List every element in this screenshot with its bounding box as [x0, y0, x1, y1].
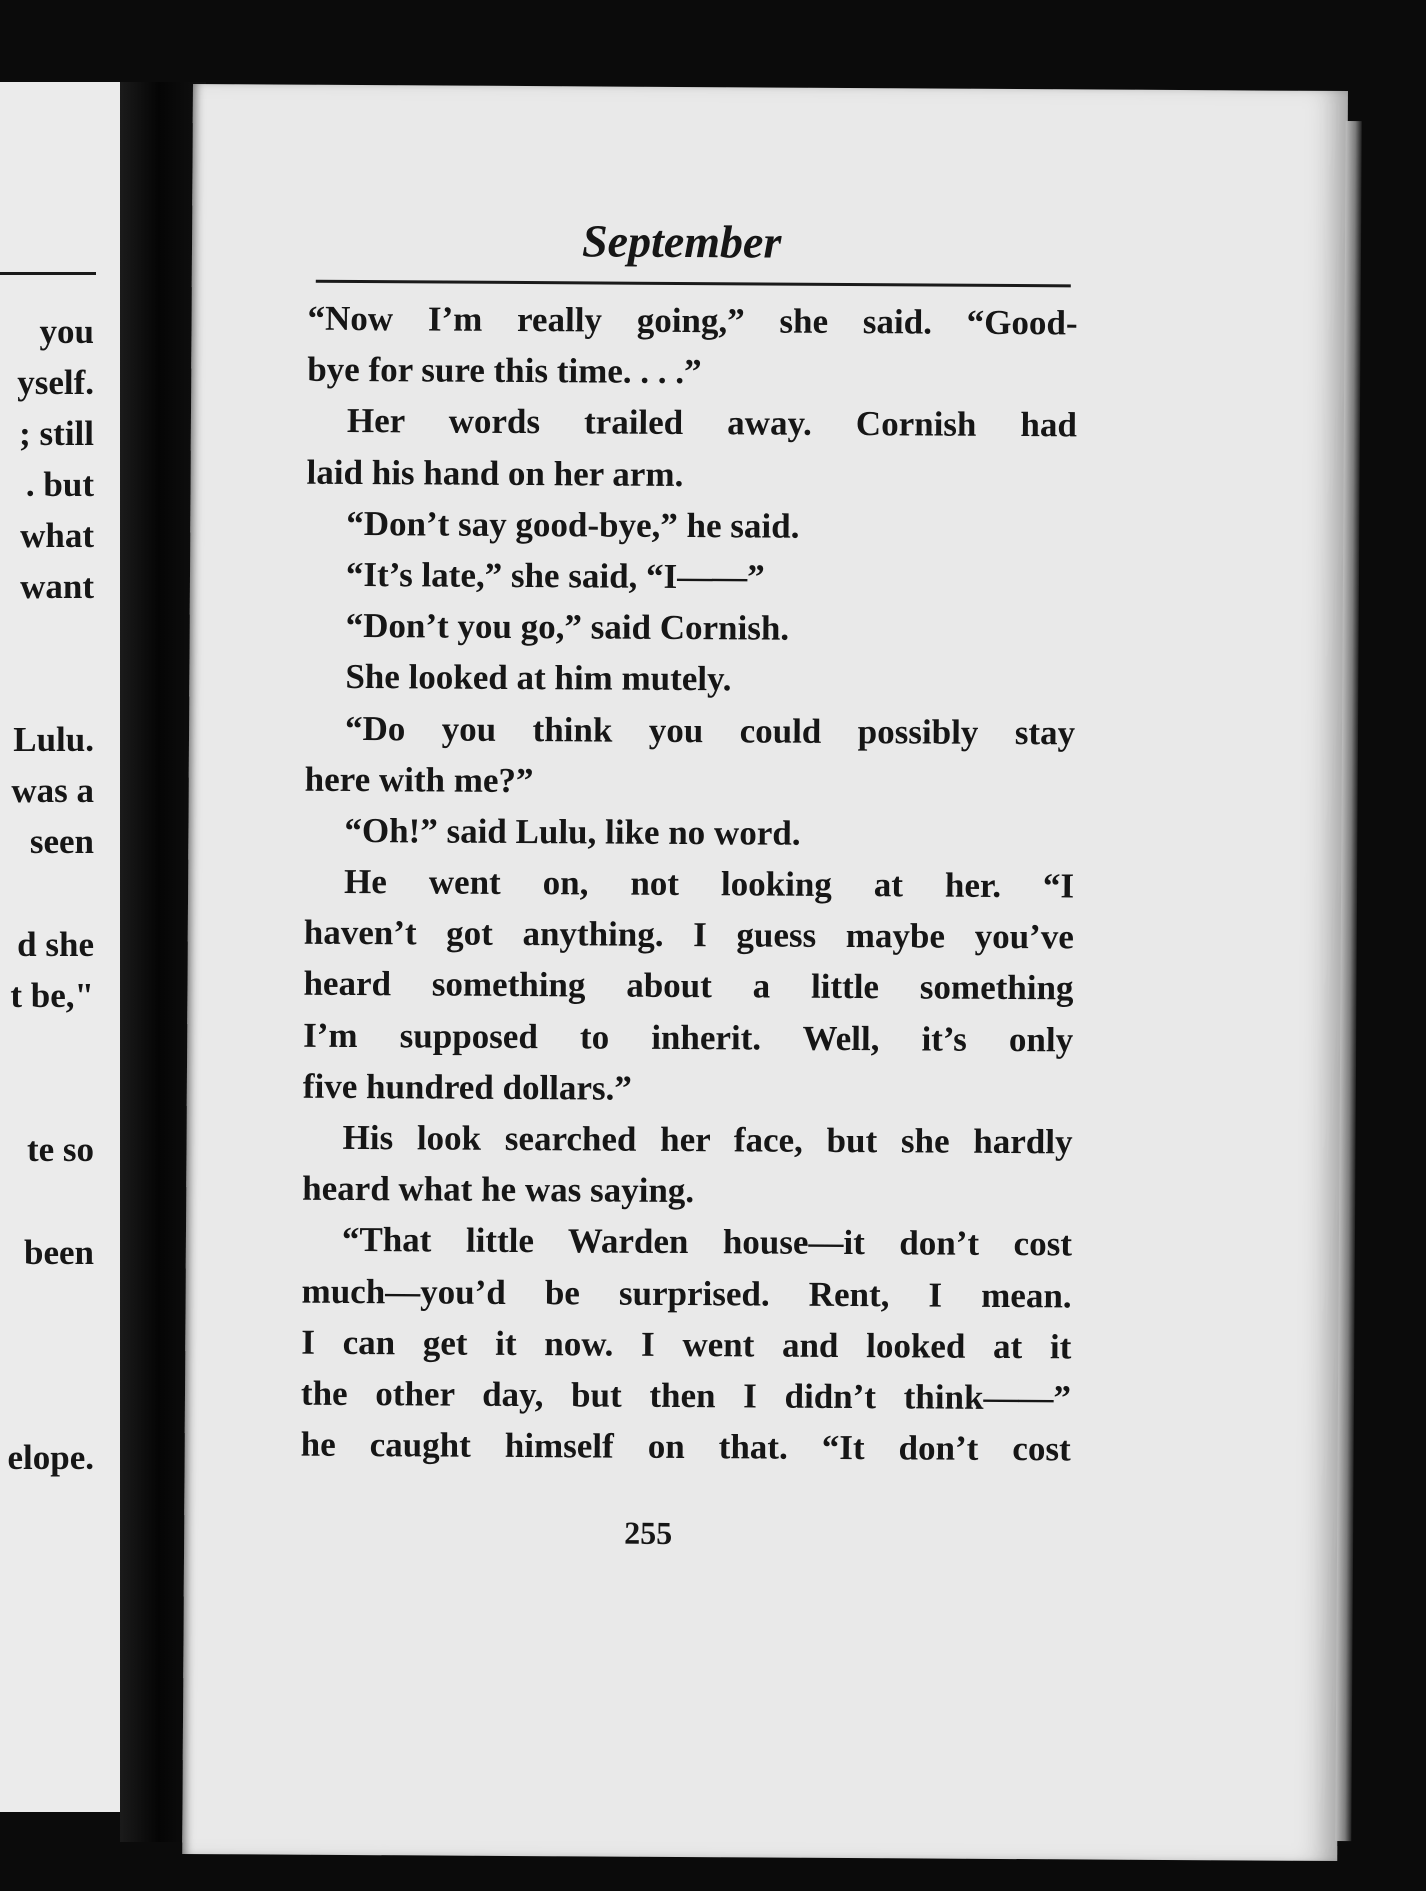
left-page-line: elope. — [7, 1438, 94, 1477]
running-head: September — [581, 215, 782, 268]
text-line: She looked at him mutely. — [345, 657, 732, 699]
text-line: “That little Warden house—it don’t cost — [341, 1220, 1073, 1264]
left-page-line: you — [39, 312, 94, 351]
text-line: Her words trailed away. Cornish had — [346, 401, 1078, 445]
text-line: “Don’t you go,” said Cornish. — [345, 606, 790, 648]
left-page-line: ; still — [19, 414, 94, 453]
left-page-line: want — [20, 567, 94, 606]
text-line: “Oh!” said Lulu, like no word. — [344, 810, 801, 853]
body-text — [301, 293, 1078, 1475]
text-line: heard what he was saying. — [302, 1168, 695, 1211]
left-page-line: . but — [25, 465, 94, 504]
left-page-rule — [0, 272, 96, 275]
left-page-line: d she — [17, 925, 94, 964]
text-line: His look searched her face, but she hardly — [342, 1117, 1073, 1162]
text-line: “Do you think you could possibly stay — [344, 708, 1076, 752]
book-page — [182, 84, 1348, 1861]
text-line: I can get it now. I went and looked at it — [301, 1322, 1072, 1367]
left-page-line: what — [20, 516, 94, 555]
text-line: “It’s late,” she said, “I——” — [345, 554, 765, 597]
page-number: 255 — [624, 1514, 673, 1551]
left-page-line: yself. — [17, 363, 94, 402]
text-line: laid his hand on her arm. — [306, 452, 684, 494]
left-page-line: te so — [26, 1130, 94, 1169]
text-line: I’m supposed to inherit. Well, it’s only — [303, 1015, 1074, 1060]
left-page-line: been — [24, 1233, 94, 1272]
running-head-rule — [316, 280, 1071, 288]
left-page-line: Lulu. — [13, 720, 94, 759]
text-line: bye for sure this time. . . .” — [307, 349, 702, 392]
text-line: much—you’d be surprised. Rent, I mean. — [301, 1271, 1072, 1315]
text-line: “Now I’m really going,” she said. “Good- — [307, 298, 1078, 343]
text-line: heard something about a little something — [303, 964, 1074, 1008]
text-line: five hundred dollars.” — [302, 1066, 632, 1108]
page-edge — [1335, 121, 1362, 1841]
left-page-line: seen — [29, 822, 94, 861]
left-page-line: t be," — [10, 976, 94, 1015]
text-line: He went on, not looking at her. “I — [344, 862, 1075, 906]
text-line: here with me?” — [304, 759, 534, 800]
text-line: the other day, but then I didn’t think——” — [300, 1373, 1072, 1418]
left-page-line: was a — [11, 771, 94, 810]
text-line: he caught himself on that. “It don’t cost — [300, 1424, 1071, 1469]
text-line: “Don’t say good-bye,” he said. — [346, 503, 800, 546]
text-line: haven’t got anything. I guess maybe you’ve — [303, 912, 1074, 957]
